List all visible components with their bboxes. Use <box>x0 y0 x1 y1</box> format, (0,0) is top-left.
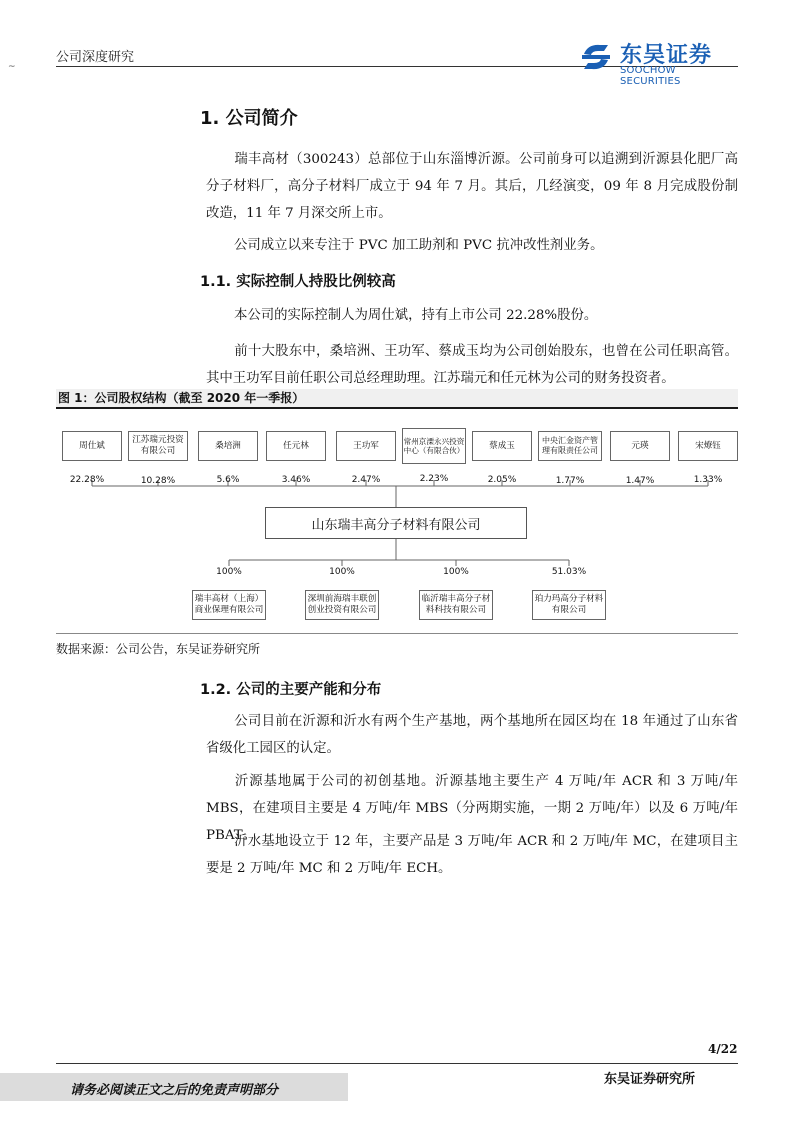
shareholder-pct: 2.23% <box>419 474 449 484</box>
footer-disclaimer-note: 请务必阅读正文之后的免责声明部分 <box>70 1083 279 1098</box>
section-1-1-para-2: 前十大股东中，桑培洲、王功军、蔡成玉均为公司创始股东，也曾在公司任职高管。其中王功军目前任职公司总经理助理。江苏瑞元和任元林为公司的财务投资者。 <box>206 344 738 386</box>
subsidiary-pct: 51.03% <box>551 567 587 577</box>
header-edge-mark: ~ <box>8 62 16 72</box>
shareholder-box: 周仕斌 <box>62 431 122 461</box>
shareholder-pct: 3.46% <box>281 475 311 485</box>
section-1-2-para-3: 沂水基地设立于 12 年，主要产品是 3 万吨/年 ACR 和 2 万吨/年 MC，在建项目主要是 2 万吨/年 MC 和 2 万吨/年 ECH。 <box>206 834 738 876</box>
subsidiary-pct: 100% <box>329 567 355 577</box>
shareholder-pct: 10.28% <box>140 476 176 486</box>
footer-brand: 东吴证券研究所 <box>604 1072 696 1087</box>
section-1-2-para-2: 沂源基地属于公司的初创基地。沂源基地主要生产 4 万吨/年 ACR 和 3 万吨/年 MBS，在建项目主要是 4 万吨/年 MBS（分两期实施，一期 2 万吨/年）以及 6 万吨/年 PBAT。 <box>206 774 738 843</box>
brand-logo-icon <box>578 40 614 76</box>
brand-logo-en: SOOCHOW SECURITIES <box>620 65 681 87</box>
shareholder-box: 蔡成玉 <box>472 431 532 461</box>
subsidiary-pct: 100% <box>216 567 242 577</box>
shareholder-box: 常州京溧永兴投资中心（有限合伙） <box>402 428 466 464</box>
shareholder-pct: 2.47% <box>351 475 381 485</box>
section-1-2-title: 1.2. 公司的主要产能和分布 <box>200 682 382 698</box>
section-1-1-title: 1.1. 实际控制人持股比例较高 <box>200 274 396 290</box>
section-1-1-para-1: 本公司的实际控制人为周仕斌，持有上市公司 22.28%股份。 <box>234 308 598 323</box>
shareholder-box: 中央汇金资产管理有限责任公司 <box>538 431 602 461</box>
section-1-2-para-1: 公司目前在沂源和沂水有两个生产基地，两个基地所在园区均在 18 年通过了山东省省级化工园区的认定。 <box>206 714 738 756</box>
brand-logo-cn: 东吴证券 <box>620 43 713 68</box>
shareholder-box: 宋燎钰 <box>678 431 738 461</box>
shareholder-pct: 1.47% <box>625 476 655 486</box>
figure-1-bottom-rule <box>56 633 738 634</box>
shareholder-pct: 1.33% <box>693 475 723 485</box>
shareholder-box: 任元林 <box>266 431 326 461</box>
section-1-para-2: 公司成立以来专注于 PVC 加工助剂和 PVC 抗冲改性剂业务。 <box>234 238 604 253</box>
section-1-para-1: 瑞丰高材（300243）总部位于山东淄博沂源。公司前身可以追溯到沂源县化肥厂高分子材料厂，高分子材料厂成立于 94 年 7 月。其后，几经演变，09 年 8 月完成股份制改造，11 年 7 月深交所上市。 <box>206 152 738 221</box>
brand-logo <box>578 38 738 87</box>
subsidiary-box: 深圳前海瑞丰联创创业投资有限公司 <box>305 590 379 620</box>
subsidiary-box: 珀力玛高分子材料有限公司 <box>532 590 606 620</box>
section-1-title: 1. 公司简介 <box>200 108 298 129</box>
subsidiary-pct: 100% <box>443 567 469 577</box>
shareholder-box: 王功军 <box>336 431 396 461</box>
company-box: 山东瑞丰高分子材料有限公司 <box>265 507 527 539</box>
shareholder-box: 江苏瑞元投资有限公司 <box>128 431 188 461</box>
figure-1-top-rule <box>56 407 738 409</box>
figure-1-source: 数据来源：公司公告，东吴证券研究所 <box>56 642 261 656</box>
footer-rule <box>56 1063 738 1064</box>
shareholder-pct: 2.05% <box>487 475 517 485</box>
shareholder-box: 桑培洲 <box>198 431 258 461</box>
shareholder-box: 元瑛 <box>610 431 670 461</box>
subsidiary-box: 临沂瑞丰高分子材料科技有限公司 <box>419 590 493 620</box>
shareholder-pct: 1.77% <box>555 476 585 486</box>
subsidiary-box: 瑞丰高材（上海）商业保理有限公司 <box>192 590 266 620</box>
header-section-label: 公司深度研究 <box>56 50 135 65</box>
page-number: 4/22 <box>708 1042 738 1056</box>
shareholder-pct: 5.6% <box>216 475 240 485</box>
shareholder-pct: 22.28% <box>69 475 105 485</box>
figure-1-caption: 图 1：公司股权结构（截至 2020 年一季报） <box>56 389 738 407</box>
